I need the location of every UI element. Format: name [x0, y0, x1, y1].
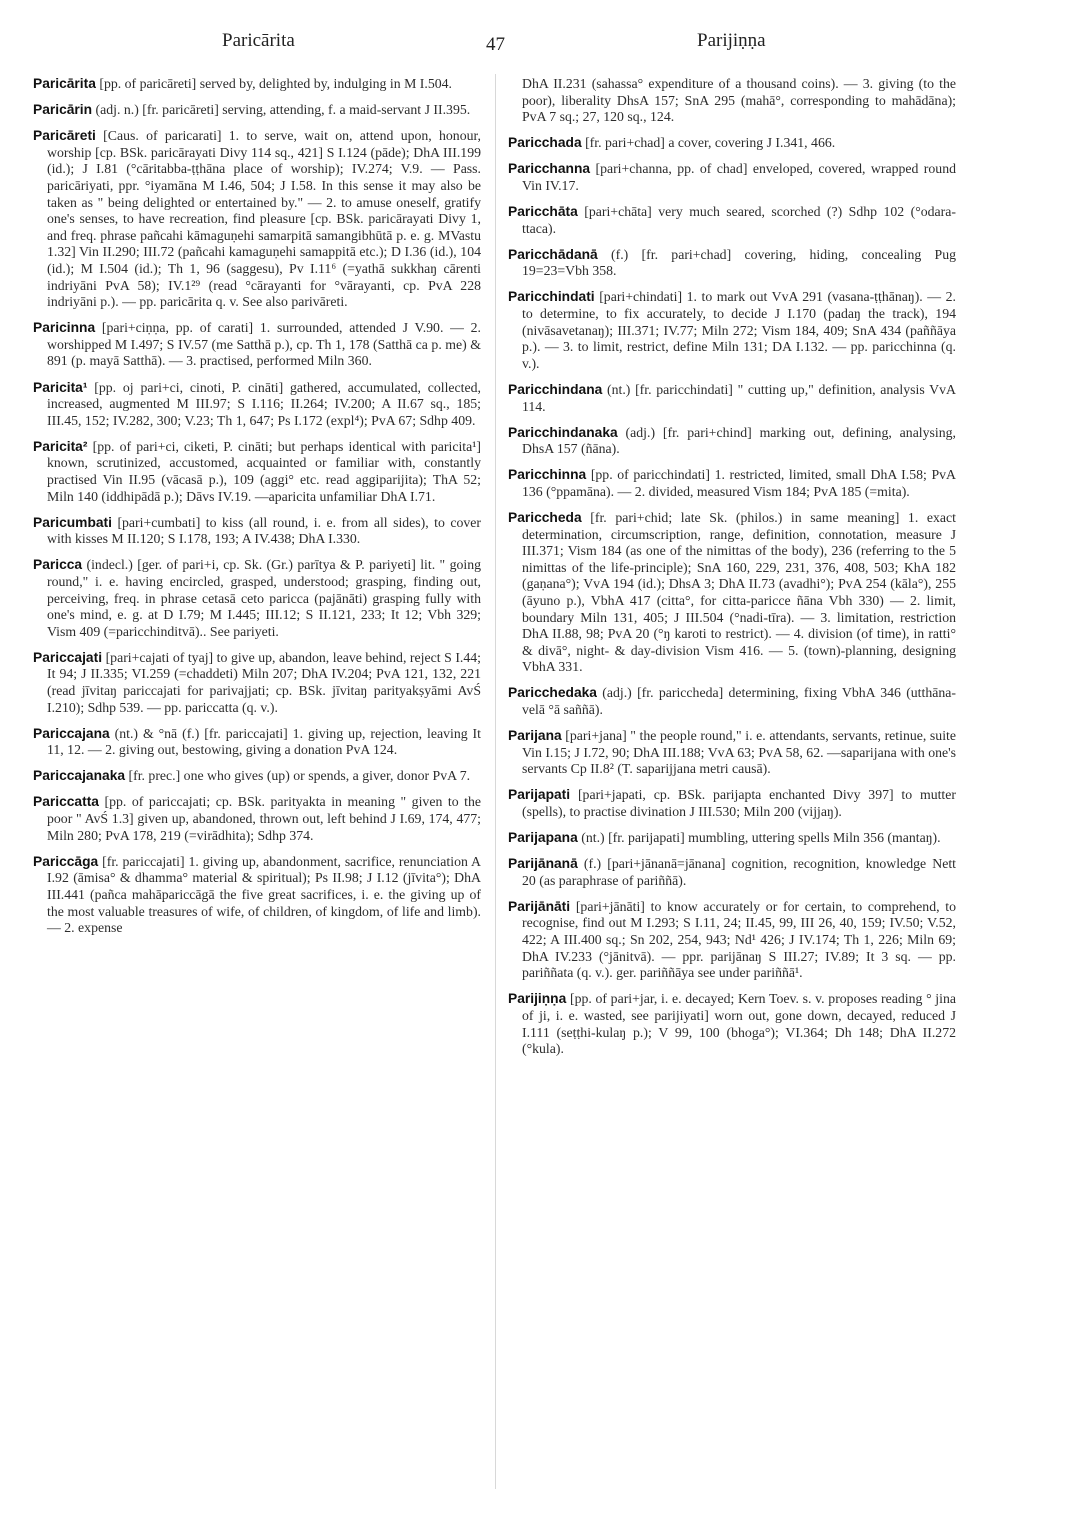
dictionary-entry	[508, 467, 956, 500]
entry-headword: Paricchedaka	[508, 685, 597, 701]
dictionary-entry	[508, 76, 956, 126]
entry-headword: Pariccajati	[33, 649, 103, 665]
entry-definition: [pp. of pari+ci, ciketi, P. cināti; but perhaps identical with paricita¹] known, scrutinized, accustomed, acquainted or familiar with, constantly practised Vin II.95 (vācasā p.), 109 (aggi° etc. read aggiparijita); ThA 52; Miln 140 (iddhipādā p.); Dāvs IV.19. —aparicita unfamiliar DhA I.71.	[47, 438, 481, 504]
entry-definition: DhA II.231 (sahassa° expenditure of a thousand coins). — 3. giving (to the poor), liberality DhsA 157; SnA 295 (mahā°, corresponding to mahādāna); PvA 7 sq.; 27, 120 sq., 124.	[522, 76, 956, 125]
page-number: 47	[486, 34, 505, 55]
entry-headword: Parijapana	[508, 830, 578, 846]
entry-definition: (nt.) & °nā (f.) [fr. pariccajati] 1. giving up, rejection, leaving It 11, 12. — 2. giving out, bestowing, giving a donation PvA 124.	[47, 725, 481, 758]
dictionary-entry	[508, 728, 956, 778]
entry-headword: Parijānāti	[508, 898, 571, 914]
entry-definition: [pari+chindati] 1. to mark out VvA 291 (vasana-ṭṭhānaŋ). — 2. to determine, to fix accurately, to decide J I.170 (padaŋ the track), 194 (nivāsavetanaŋ); III.371; IV.77; Miln 272; Vism 184, 409; SnA 434 (paññāya p.). — 3. to limit, restrict, define Miln 131; DA I.132. — pp. paricchinna (q. v.).	[522, 289, 956, 371]
entry-headword: Paricchādanā	[508, 246, 598, 262]
entry-headword: Paricchada	[508, 135, 582, 151]
entry-definition: [pari+cumbati] to kiss (all round, i. e. from all sides), to cover with kisses M II.120; S I.178, 193; A IV.438; DhA I.330.	[47, 514, 481, 547]
entry-headword: Paricchindanaka	[508, 424, 618, 440]
dictionary-entry	[33, 128, 481, 311]
entry-headword: Paricārita	[33, 76, 96, 91]
entry-headword: Pariccatta	[33, 794, 99, 810]
dictionary-entry	[33, 439, 481, 505]
entry-headword: Paricāreti	[33, 128, 96, 144]
dictionary-entry	[33, 854, 481, 937]
entry-definition: (adj.) [fr. pariccheda] determining, fixing VbhA 346 (utthāna-velā °ā saññā).	[522, 685, 956, 717]
entry-definition: [Caus. of paricarati] 1. to serve, wait on, attend upon, honour, worship [cp. BSk. paricārayati Divy 114 sq., 421] S I.124 (pāde); DhA III.199 (id.); J I.81 (°cāritabba-ṭṭhāna place of worship); IV.274; V.9. — Pass. paricāriyati, ppr. °iyamāna M I.46, 504; J I.58. In this sense it may also be taken as " being delighted or entertained by." — 2. to amuse oneself, gratify one's senses, to have recreation, find pleasure [cp. BSk. paricārayati Divy 1, and freq. phrase pañcahi kāmaguṇehi samarpitā samangibhūtā p. e. g. MVastu 1.32] Vin II.290; III.72 (pañcahi kamaguṇehi samappitā etc.); D I.36 (id.), 104 (id.); M I.504 (id.); Th 1, 96 (saggesu), Pv I.11⁶ (=yathā sukkhaŋ cārenti indriyāni PvA 58); IV.1²⁹ (read °cārayanti for °vārayanti, cp. PvA 228 indriyāni p.). — pp. paricārita q. v. See also parivāreti.	[47, 128, 481, 310]
dictionary-entry	[508, 787, 956, 820]
entry-headword: Parijānanā	[508, 856, 578, 872]
entry-headword: Paricinna	[33, 320, 96, 336]
entry-definition: [pp. of paricchindati] 1. restricted, limited, small DhA I.58; PvA 136 (°ppamāna). — 2. divided, measured Vism 184; PvA 185 (=mita).	[522, 467, 956, 499]
dictionary-entry	[508, 685, 956, 718]
entry-headword: Paricita²	[33, 438, 88, 454]
entry-definition: [pari+chāta] very much seared, scorched (?) Sdhp 102 (°odara-ttaca).	[522, 204, 956, 236]
entry-definition: (indecl.) [ger. of pari+i, cp. Sk. (Gr.) parītya & P. pariyeti] lit. " going round," i. e. having encircled, grasped, understood; grasping, finding out, perceiving, freq. in phrase cetasā ceto paricca (pajānāti) grasping fully with one's mind, e. g. at D I.79; M I.445; III.12; S II.121, 233; It 12; Vbh 329; Vism 409 (=paricchinditvā).. See pariyeti.	[47, 557, 481, 639]
column-divider	[495, 74, 496, 1489]
dictionary-entry	[33, 726, 481, 759]
running-head-left: Paricārita	[222, 30, 295, 51]
entry-definition: (adj.) [fr. pari+chind] marking out, defining, analysing, DhsA 157 (ñāna).	[522, 424, 956, 457]
entry-headword: Paricchindati	[508, 289, 595, 305]
dictionary-entry	[508, 382, 956, 415]
entry-headword: Paricchinna	[508, 467, 587, 483]
running-head-right: Parijiṇṇa	[697, 30, 766, 51]
entry-definition: [pp. of pari+jar, i. e. decayed; Kern Toev. s. v. proposes reading ° jina of ji, i. e. wasted, see parijiyati] worn out, gone down, decayed, reduced J I.111 (seṭṭhi-kulaŋ p.); V 99, 100 (bhoga°); VI.364; Dh 148; DhA II.272 (°kula).	[522, 991, 956, 1057]
entry-headword: Paricca	[33, 557, 83, 573]
entry-headword: Parijiṇṇa	[508, 991, 567, 1007]
dictionary-entry	[508, 856, 956, 889]
dictionary-entry	[508, 510, 956, 676]
dictionary-entry	[508, 161, 956, 194]
entry-definition: (f.) [pari+jānanā=jānana] cognition, recognition, knowledge Nett 20 (as paraphrase of pariññā).	[522, 856, 956, 888]
left-column	[33, 76, 481, 946]
entry-headword: Paricumbati	[33, 514, 112, 530]
entry-headword: Paricchanna	[508, 161, 591, 177]
dictionary-entry	[508, 899, 956, 982]
entry-headword: Paricārin	[33, 102, 93, 118]
dictionary-entry	[33, 557, 481, 640]
entry-definition: [fr. prec.] one who gives (up) or spends, a giver, donor PvA 7.	[125, 768, 471, 784]
entry-headword: Parijapati	[508, 787, 571, 803]
dictionary-entry	[33, 650, 481, 716]
dictionary-entry	[508, 991, 956, 1057]
dictionary-entry	[33, 320, 481, 370]
dictionary-entry	[33, 102, 481, 119]
entry-headword: Pariccāga	[33, 853, 99, 869]
entry-headword: Paricchindana	[508, 381, 603, 397]
dictionary-entry	[508, 830, 956, 847]
entry-headword: Parijana	[508, 728, 562, 744]
entry-headword: Paricita¹	[33, 379, 88, 395]
dictionary-entry	[508, 425, 956, 458]
entry-definition: [pari+cajati of tyaj] to give up, abandon, leave behind, reject S I.44; It 94; J II.335; VI.259 (=chaddeti) Miln 207; DhA IV.204; PvA 121, 132, 221 (read jīvitaŋ pariccajati for parivajjati; cp. BSk. jīvitaŋ parityakṣyāmi AvŚ I.210); Sdhp 539. — pp. pariccatta (q. v.).	[47, 649, 481, 715]
entry-definition: [pari+japati, cp. BSk. parijapta enchanted Divy 397] to mutter (spells), to practise divination J III.530; Miln 200 (vijjaŋ).	[522, 787, 956, 819]
dictionary-entry	[508, 135, 956, 152]
entry-definition: [pari+jana] " the people round," i. e. attendants, servants, retinue, suite Vin I.15; J I.72, 90; DhA III.188; VvA 63; PvA 58, 62. —saparijana with one's servants Cp II.8² (T. saparijjana metri causā).	[522, 728, 956, 777]
dictionary-entry	[508, 289, 956, 372]
entry-definition: [pp. of paricāreti] served by, delighted by, indulging in M I.504.	[95, 76, 452, 91]
dictionary-entry	[33, 768, 481, 785]
dictionary-entry	[33, 76, 481, 93]
entry-definition: (f.) [fr. pari+chad] covering, hiding, concealing Pug 19=23=Vbh 358.	[522, 246, 956, 279]
entry-definition: [pari+channa, pp. of chad] enveloped, covered, wrapped round Vin IV.17.	[522, 161, 956, 193]
dictionary-entry	[33, 794, 481, 844]
entry-definition: (adj. n.) [fr. paricāreti] serving, attending, f. a maid-servant J II.395.	[92, 102, 471, 118]
entry-definition: [pp. oj pari+ci, cinoti, P. cināti] gathered, accumulated, collected, increased, augmented M III.97; S I.116; II.264; IV.200; A II.67 sq., 185; III.45, 152; IV.282, 300; V.23; Th 1, 647; Ps I.172 (expl⁴); PvA 67; Sdhp 409.	[47, 379, 481, 428]
dictionary-entry	[33, 380, 481, 430]
dictionary-entry	[508, 247, 956, 280]
entry-definition: (nt.) [fr. paricchindati] " cutting up," definition, analysis VvA 114.	[522, 381, 956, 414]
entry-definition: [fr. pari+chid; late Sk. (philos.) in same meaning] 1. exact determination, circumscription, range, definition, connotation, measure J III.371; Vism 184 (as one of the nimittas of the body), 236 (referring to the 5 nimittas of the life-principle); SnA 160, 229, 231, 376, 408, 503; KhA 182 (gaṇana°); VvA 194 (id.); DhsA 3; DhA II.73 (avadhi°); PvA 254 (kāla°), 255 (āyuno p.), VbhA 417 (citta°, for citta-paricce ñāna Vbh 330) — 2. limit, boundary Miln 131, 405; J III.504 (°nadi-tīra). — 3. limitation, restriction DhA II.88, 98; PvA 20 (°ŋ karoti to restrict). — 4. division (of time), in ratti° & divā°, night- & day-division Vism 416. — 5. (town)-planning, designing VbhA 331.	[522, 509, 956, 675]
entry-headword: Paricchāta	[508, 204, 578, 220]
entry-headword: Pariccajana	[33, 725, 110, 741]
right-column	[508, 76, 956, 1067]
entry-definition: [fr. pariccajati] 1. giving up, abandonment, sacrifice, renunciation A I.92 (āmisa° & dhamma° material & spiritual); Ps II.98; J I.12 (jīvita°); DhA III.441 (pañca mahāpariccāgā the five great sacrifices, i. e. the giving up of the most valuable treasures of wife, of children, of kingdom, of life and limb). — 2. expense	[47, 853, 481, 936]
entry-definition: (nt.) [fr. parijapati] mumbling, uttering spells Miln 356 (mantaŋ).	[577, 830, 941, 846]
entry-definition: [pari+ciṇṇa, pp. of carati] 1. surrounded, attended J V.90. — 2. worshipped M I.497; S IV.57 (me Satthā p.), cp. Th 1, 178 (Satthā ca p. me) & 891 (p. mayā Satthā). — 3. practised, performed Miln 360.	[47, 320, 481, 369]
dictionary-entry	[508, 204, 956, 237]
entry-definition: [fr. pari+chad] a cover, covering J I.341, 466.	[581, 135, 836, 151]
entry-definition: [pp. of pariccajati; cp. BSk. parityakta in meaning " given to the poor " AvŚ 1.3] given up, abandoned, thrown out, left behind J I.69, 174, 477; Miln 280; PvA 178, 219 (=virādhita); Sdhp 374.	[47, 794, 481, 843]
entry-headword: Pariccheda	[508, 509, 582, 525]
entry-headword: Pariccajanaka	[33, 768, 126, 784]
dictionary-entry	[33, 515, 481, 548]
entry-definition: [pari+jānāti] to know accurately or for certain, to comprehend, to recognise, find out M I.293; S I.11, 24; II.45, 99, III 26, 40, 159; IV.50; V.52, 422; A III.400 sq.; Sn 202, 254, 943; Nd¹ 426; J IV.174; Th 1, 226; Miln 69; DhA IV.233 (°jānitvā). — ppr. parijānaŋ S III.27; IV.89; It 3 sq. — pp. pariññata (q. v.). ger. pariññāya see under pariññā¹.	[522, 898, 956, 981]
